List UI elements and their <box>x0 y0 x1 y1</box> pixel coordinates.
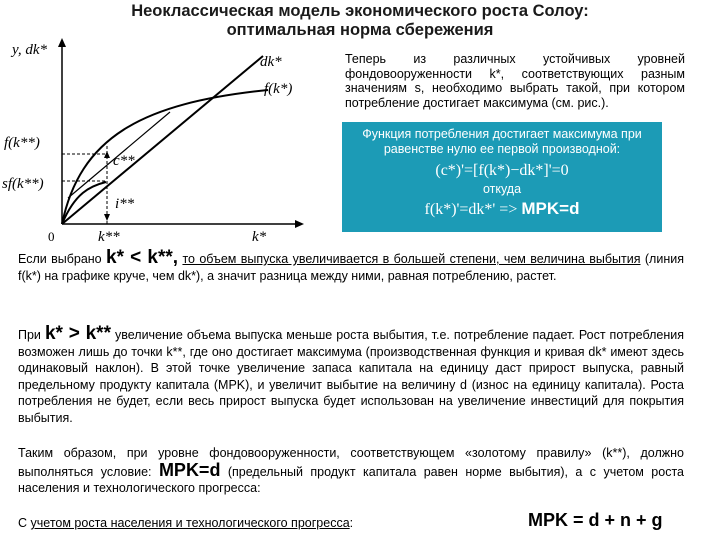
kss-label: k** <box>98 229 120 245</box>
p4-colon: : <box>349 516 354 530</box>
solow-golden-rule-graph <box>0 38 330 250</box>
box-formula-1: (c*)'=[f(k*)−dk*]'=0 <box>435 162 569 179</box>
p1-underlined: то объем выпуска увеличивается в большей степени, чем величина выбытия <box>182 252 641 266</box>
p4-lead: С <box>18 516 28 530</box>
title-line-2: оптимальная норма сбережения <box>226 21 494 39</box>
paragraph-1 <box>18 247 684 284</box>
p1-condition: k* < k**, <box>106 247 179 268</box>
paragraph-4 <box>18 510 684 532</box>
intro-paragraph: Теперь из различных устойчивых уровней фондовооруженности k*, соответствующих разным значениям s, необходимо выбрать такой, при котором потребление достигает максимума (см. рис.). <box>345 52 685 110</box>
box-line-1: Функция потребления достигает максимума при равенстве нулю ее первой производной: <box>362 127 642 156</box>
origin-label: 0 <box>48 229 55 244</box>
box-formula-2-text: f(k*)'=dk*' => <box>424 201 518 218</box>
arrow-i-bottom <box>104 214 110 221</box>
i-ss-label: i** <box>115 196 135 212</box>
p2-condition: k* > k** <box>44 323 111 344</box>
paragraph-3 <box>18 445 684 497</box>
curve-dk-label: dk* <box>260 54 282 70</box>
f-kss-label: f(k**) <box>4 135 40 151</box>
x-axis-arrow <box>295 220 304 228</box>
y-axis-arrow <box>58 38 66 47</box>
sf-kss-label: sf(k**) <box>2 176 44 192</box>
box-formula-2 <box>342 199 662 219</box>
p1-lead: Если выбрано <box>18 252 102 266</box>
p2-rest: увеличение объема выпуска меньше роста выбытия, т.е. потребление падает. Рост потребления возможен лишь до точки k**, где оно достигает максимума (производственная функция и кривая dk* имеют здесь одинаковый наклон). В этой точке увеличение запаса капитала на единицу даст прирост выпуска, равный предельному продукту капитала (MPK), и увеличит выбытие на величину d (износ на единицу капитала). Роста потребления не будет, если весь прирост выпуска будет использован на увеличение инвестиций для покрытия выбытия. <box>18 328 684 425</box>
p3-part1: Таким образом, при уровне фондовооруженности, соответствующем «золотому правилу» (k**), должно выполняться условие: <box>18 446 684 479</box>
c-ss-label: c** <box>113 153 135 169</box>
p4-formula: MPK = d + n + g <box>528 510 663 530</box>
ks-label: k* <box>252 229 267 245</box>
title-line-1: Неоклассическая модель экономического роста Солоу: <box>131 2 589 20</box>
curve-f-label: f(k*) <box>264 81 293 97</box>
dk-line <box>62 56 263 224</box>
slide-title <box>0 2 720 40</box>
p2-lead: При <box>18 328 41 342</box>
p1-rest: (линия f(k*) на графике круче, чем dk*), а значит разница между ними, равная потреблению, растет. <box>18 252 684 283</box>
y-axis-label: y, dk* <box>12 42 47 58</box>
box-word: откуда <box>482 182 522 196</box>
box-mpk: MPK=d <box>521 199 580 218</box>
p3-part2: (предельный продукт капитала равен норме выбытия), а с учетом роста населения и технологического прогресса: <box>18 464 684 495</box>
paragraph-2 <box>18 323 684 426</box>
f-curve <box>62 90 268 224</box>
p3-mpk: MPK=d <box>158 459 221 480</box>
p4-underlined: учетом роста населения и технологического прогресса <box>30 516 350 530</box>
derivative-box <box>342 122 662 232</box>
